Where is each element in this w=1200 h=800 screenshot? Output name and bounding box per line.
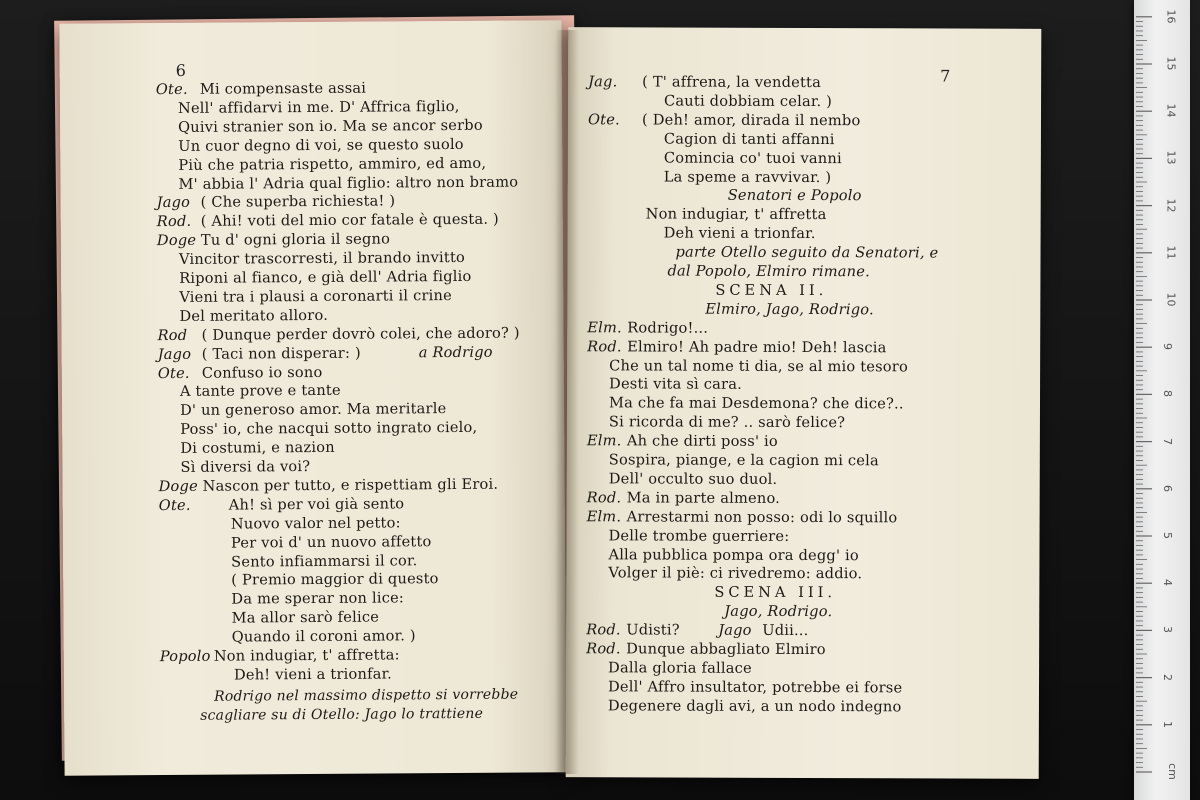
ruler-number: 9 (1161, 343, 1174, 351)
verse-line: Nuovo valor nel petto: (230, 514, 401, 533)
verse-line: Degenere dagli avi, a un nodo indegno (607, 697, 902, 716)
verse-line: Un cuor degno di voi, se questo suolo (178, 135, 464, 155)
speaker-label: Jago (156, 194, 191, 212)
verse-line: Deh vieni a trionfar. (663, 224, 816, 243)
speaker-label: Rod. (586, 621, 621, 639)
verse-line: Non indugiar, t' affretta: (213, 646, 400, 665)
verse-line: Che un tal nome ti dia, se al mio tesoro (609, 356, 909, 375)
ruler-number: 11 (1164, 245, 1178, 260)
ruler-number: 4 (1161, 579, 1174, 587)
verse-line: ( Ahi! voti del mio cor fatale è questa. ) (200, 210, 499, 231)
measurement-ruler (1134, 0, 1190, 800)
stage-direction: dal Popolo, Elmiro rimane. (667, 262, 871, 281)
verse-line: Deh! vieni a trionfar. (233, 665, 393, 684)
verse-line: ( Premio maggior di questo (231, 570, 439, 589)
verse-line: D' un generoso amor. Ma meritarle (180, 400, 447, 420)
verse-line: ( Che superba richiesta! ) (200, 192, 396, 212)
speaker-label: Rod. (586, 640, 621, 658)
ruler-number: 3 (1161, 626, 1174, 634)
ruler-number: 8 (1161, 390, 1174, 398)
page-number: 7 (940, 66, 951, 86)
verse-line: Riponi al fianco, e già dell' Adria figlio (179, 267, 472, 287)
verse-line: ( Dunque perder dovrò colei, che adoro? ) (201, 324, 520, 344)
verse-line: Del meritato alloro. (179, 306, 329, 325)
verse-line: Dunque abbagliato Elmiro (626, 640, 826, 659)
verse-line: Sospira, piange, e la cagion mi cela (608, 451, 879, 470)
ruler-number: 14 (1164, 103, 1178, 118)
chorus-heading: Senatori e Popolo (727, 187, 862, 205)
verse-line: Dell' Affro insultator, potrebbe ei forse (607, 678, 903, 697)
verse-line: Cauti dobbiam celar. ) (664, 92, 833, 110)
speaker-label: Doge (158, 477, 198, 495)
verse-line: Ah! sì per voi già sento (228, 495, 405, 514)
verse-line: ( Taci non disperar: ) (201, 344, 361, 363)
verse-line: Udisti? (626, 621, 680, 639)
page-number: 6 (175, 60, 186, 80)
ruler-number: 2 (1161, 673, 1174, 681)
ruler-unit: cm (1165, 763, 1179, 780)
speaker-label: Ote. (587, 111, 620, 129)
ruler-number: 12 (1164, 198, 1178, 213)
scene-title: SCENA II. (715, 281, 828, 299)
scene-title: SCENA III. (714, 583, 837, 602)
stage-direction: parte Otello seguito da Senatori, e (675, 243, 939, 262)
verse-line: La speme a ravvivar. ) (663, 168, 832, 186)
verse-line: Vincitor trascorresti, il brando invitto (178, 249, 466, 269)
verse-line: Quando il coroni amor. ) (231, 627, 416, 646)
verse-line: Confuso io sono (201, 363, 323, 382)
verse-line: Elmiro! Ah padre mio! Deh! lascia (627, 337, 887, 356)
verse-line: Si ricorda di me? .. sarò felice? (608, 413, 846, 432)
verse-line: Sì diversi da voi? (180, 458, 311, 476)
speaker-label: Jag. (588, 73, 618, 91)
ruler-number: 1 (1161, 720, 1174, 728)
ruler-number: 5 (1161, 532, 1174, 539)
verse-line: Arrestarmi non posso: odi lo squillo (626, 508, 898, 527)
verse-line: Nell' affidarvi in me. D' Affrica figlio, (177, 97, 460, 117)
verse-line: Non indugiar, t' affretta (645, 205, 827, 224)
verse-line: Sento infiammarsi il cor. (231, 551, 418, 571)
verse-line: Cagion di tanti affanni (663, 130, 835, 148)
verse-line: Più che patria rispetto, ammiro, ed amo, (178, 154, 487, 174)
scene-characters: Jago, Rodrigo. (724, 602, 833, 621)
stage-direction: scagliare su di Otello: Jago lo trattiene (200, 705, 484, 724)
left-page (59, 20, 566, 775)
verse-line: Volger il piè: ci rivedremo: addio. (608, 564, 863, 583)
speaker-label: Elm. (586, 432, 622, 450)
verse-line: Ma che fa mai Desdemona? che dice?.. (608, 394, 904, 413)
right-page (566, 27, 1042, 779)
speaker-label: Jago (718, 621, 752, 639)
ruler-number: 13 (1164, 150, 1178, 165)
verse-line: Vieni tra i plausi a coronarti il crine (179, 286, 452, 306)
verse-line: Quivi stranier son io. Ma se ancor serbo (178, 116, 483, 136)
verse-line: Mi compensaste assai (199, 79, 367, 98)
ruler-number: 6 (1161, 484, 1174, 492)
speaker-label: Ote. (155, 80, 188, 99)
verse-line: Ah che dirti poss' io (626, 432, 778, 451)
verse-line: Per voi d' un nuovo affetto (230, 532, 432, 552)
verse-line: M' abbia l' Adria qual figlio: altro non bramo (178, 173, 519, 193)
verse-line: Ma allor sarò felice (231, 608, 380, 627)
verse-line: Ma in parte almeno. (626, 489, 781, 507)
speaker-label: Popolo (159, 647, 211, 666)
stage-direction: Rodrigo nel massimo dispetto si vorrebbe (214, 686, 519, 705)
verse-line: Da me sperar non lice: (231, 589, 405, 608)
speaker-label: Rod. (586, 489, 622, 507)
scene-characters: Elmiro, Jago, Rodrigo. (705, 300, 874, 319)
speaker-label: Rod. (587, 337, 622, 355)
verse-line: Dell' occulto suo duol. (608, 470, 778, 488)
verse-line: Desti vita sì cara. (609, 375, 742, 394)
verse-line: Di costumi, e nazion (180, 438, 335, 458)
verse-line: Rodrigo!... (627, 319, 709, 337)
ruler-number: 10 (1164, 292, 1178, 307)
verse-line: Dalla gloria fallace (608, 659, 752, 677)
verse-line: Tu d' ogni gloria il segno (200, 230, 391, 249)
verse-line: Poss' io, che nacqui sotto ingrato cielo, (180, 419, 478, 439)
ruler-number: 15 (1164, 56, 1178, 71)
verse-line: Udii... (762, 621, 809, 640)
speaker-label: Ote. (158, 496, 191, 514)
speaker-label: Ote. (157, 364, 190, 382)
verse-line: ( T' affrena, la vendetta (642, 73, 822, 92)
verse-line: Nascon per tutto, e rispettiam gli Eroi. (202, 475, 499, 495)
verse-line: A tante prove e tante (179, 382, 341, 401)
ruler-number: 16 (1164, 9, 1178, 24)
speaker-label: Doge (156, 231, 197, 250)
verse-line: Delle trombe guerriere: (608, 526, 790, 545)
book-gutter (555, 30, 579, 774)
speaker-label: Rod (157, 326, 188, 344)
ruler-number: 7 (1161, 437, 1174, 445)
speaker-label: Elm. (587, 318, 622, 337)
speaker-label: Elm. (586, 507, 622, 526)
verse-line: Alla pubblica pompa ora degg' io (608, 545, 859, 564)
verse-line: Comincia co' tuoi vanni (663, 149, 842, 167)
speaker-label: Jago (157, 345, 192, 363)
stage-aside: a Rodrigo (418, 343, 493, 361)
speaker-label: Rod. (156, 213, 192, 231)
verse-line: ( Deh! amor, dirada il nembo (641, 111, 861, 129)
